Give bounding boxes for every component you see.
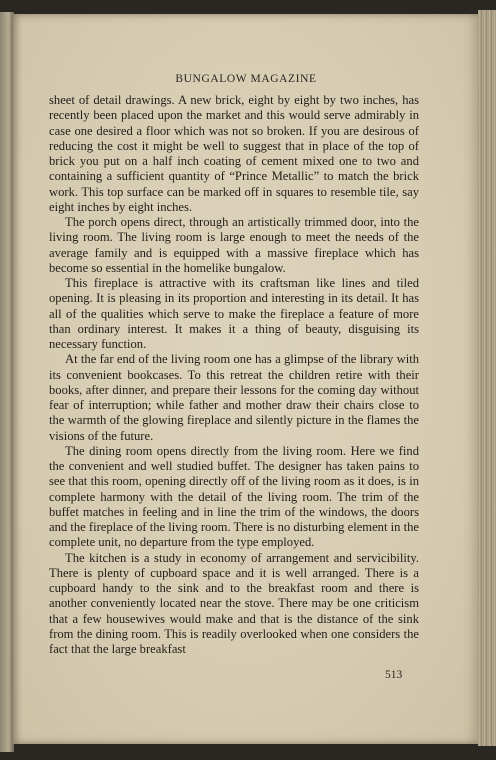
paragraph: The porch opens direct, through an artistically trimmed door, into the living room. The living room is large enough to meet the needs of the average family and is equipped with a massive fireplace which has become so essential in the homelike bungalow. bbox=[49, 215, 419, 275]
page-number: 513 bbox=[385, 669, 403, 681]
paragraph: The dining room opens directly from the living room. Here we find the convenient and well studied buffet. The designer has taken pains to see that this room, opening directly off of the living room as it does, is in complete harmony with the detail of the living room. The trim of the buffet matches in feeling and in line the trim of the windows, the doors and the fireplace of the living room. There is no disturbing element in the complete unit, no departure from the type employed. bbox=[49, 443, 419, 550]
paragraph: This fireplace is attractive with its craftsman like lines and tiled opening. It is pleasing in its proportion and interesting in its detail. It has all of the qualities which serve to make the fireplace a feature of more than ordinary interest. It makes it a thing of beauty, disguising its necessary function. bbox=[49, 276, 419, 351]
paragraph: sheet of detail drawings. A new brick, eight by eight by two inches, has recently been placed upon the market and this would serve admirably in case one desired a floor which was not so broken. If you are desirous of reducing the cost it might be well to suggest that in place of the top of brick you put on a half inch coating of cement mixed one to two and containing a sufficient quantity of “Prince Metallic” to match the brick work. This top surface can be marked off in squares to resemble tile, say eight inches by eight inches. bbox=[49, 93, 419, 214]
paragraph: At the far end of the living room one has a glimpse of the library with its convenient bookcases. To this retreat the children retire with their books, after dinner, and prepare their lessons for the coming day without fear of interruption; while father and mother draw their chairs close to the warmth of the glowing fireplace and silently picture in the flames the visions of the future. bbox=[49, 352, 419, 443]
article-body bbox=[49, 93, 419, 657]
running-head: BUNGALOW MAGAZINE bbox=[175, 73, 317, 85]
magazine-page bbox=[13, 14, 479, 744]
paragraph: The kitchen is a study in economy of arrangement and servicibility. There is plenty of cupboard space and it is well arranged. There is a cupboard handy to the sink and to the breakfast room and there is another conveniently located near the stove. There may be one criticism that a few housewives would make and that is the distance of the sink from the dining room. This is readily overlooked when one considers the fact that the large breakfast bbox=[49, 550, 419, 656]
previous-page-edge bbox=[0, 12, 14, 752]
book-page-edges bbox=[478, 10, 496, 746]
